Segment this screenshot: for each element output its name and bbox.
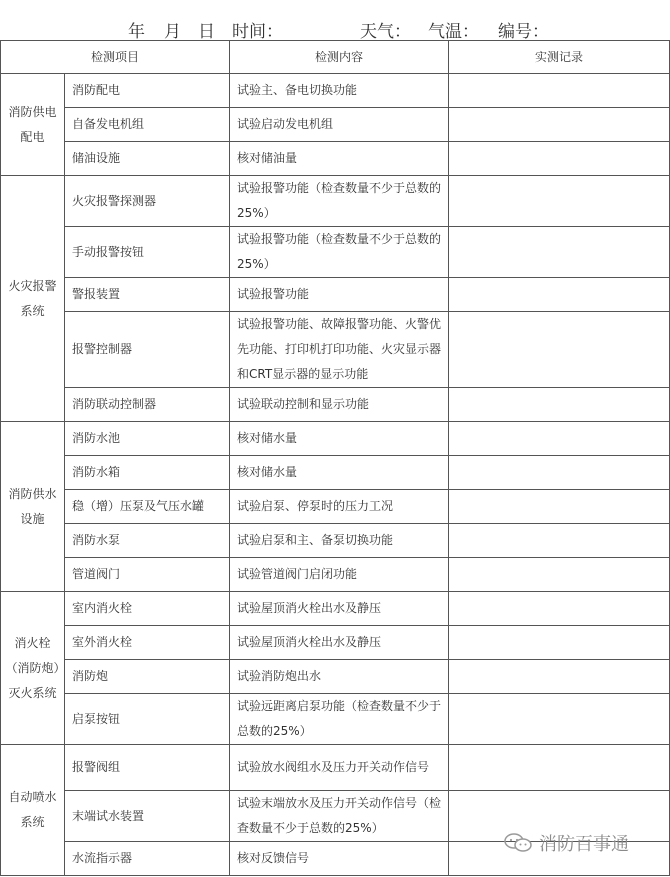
day-label: 日 bbox=[198, 22, 215, 42]
time-label: 时间： bbox=[232, 22, 283, 42]
content-cell: 试验放水阀组水及压力开关动作信号 bbox=[230, 745, 449, 791]
category-cell: 火灾报警系统 bbox=[1, 176, 65, 422]
table-header-row bbox=[1, 41, 670, 74]
temperature-label: 气温： bbox=[428, 22, 479, 42]
content-cell: 试验屋顶消火栓出水及静压 bbox=[230, 626, 449, 660]
record-cell[interactable] bbox=[449, 558, 670, 592]
record-cell[interactable] bbox=[449, 227, 670, 278]
year-label: 年 bbox=[128, 22, 145, 42]
item-cell: 自备发电机组 bbox=[65, 108, 230, 142]
table-row bbox=[1, 108, 670, 142]
record-cell[interactable] bbox=[449, 456, 670, 490]
number-label: 编号： bbox=[498, 22, 549, 42]
record-cell[interactable] bbox=[449, 74, 670, 108]
content-cell: 试验报警功能（检查数量不少于总数的25%） bbox=[230, 227, 449, 278]
table-row bbox=[1, 312, 670, 388]
item-cell: 管道阀门 bbox=[65, 558, 230, 592]
header-item: 检测项目 bbox=[1, 41, 230, 74]
record-cell[interactable] bbox=[449, 108, 670, 142]
item-cell: 室外消火栓 bbox=[65, 626, 230, 660]
item-cell: 消防水泵 bbox=[65, 524, 230, 558]
weather-label: 天气： bbox=[360, 22, 411, 42]
header-record: 实测记录 bbox=[449, 41, 670, 74]
content-cell: 核对储水量 bbox=[230, 456, 449, 490]
table-row bbox=[1, 142, 670, 176]
record-cell[interactable] bbox=[449, 592, 670, 626]
table-row bbox=[1, 660, 670, 694]
watermark-text: 消防百事通 bbox=[539, 834, 629, 855]
category-cell: 消火栓（消防炮）灭火系统 bbox=[1, 592, 65, 745]
content-cell: 核对储油量 bbox=[230, 142, 449, 176]
content-cell: 试验消防炮出水 bbox=[230, 660, 449, 694]
record-cell[interactable] bbox=[449, 626, 670, 660]
content-cell: 试验启泵和主、备泵切换功能 bbox=[230, 524, 449, 558]
month-label: 月 bbox=[164, 22, 181, 42]
item-cell: 末端试水装置 bbox=[65, 791, 230, 842]
record-cell[interactable] bbox=[449, 312, 670, 388]
item-cell: 报警控制器 bbox=[65, 312, 230, 388]
content-cell: 试验启泵、停泵时的压力工况 bbox=[230, 490, 449, 524]
table-row bbox=[1, 227, 670, 278]
content-cell: 试验报警功能 bbox=[230, 278, 449, 312]
table-row bbox=[1, 558, 670, 592]
table-row bbox=[1, 694, 670, 745]
item-cell: 水流指示器 bbox=[65, 842, 230, 876]
content-cell: 试验报警功能（检查数量不少于总数的25%） bbox=[230, 176, 449, 227]
table-row bbox=[1, 745, 670, 791]
item-cell: 室内消火栓 bbox=[65, 592, 230, 626]
category-cell: 消防供水设施 bbox=[1, 422, 65, 592]
content-cell: 核对储水量 bbox=[230, 422, 449, 456]
item-cell: 消防配电 bbox=[65, 74, 230, 108]
table-row bbox=[1, 626, 670, 660]
item-cell: 消防水池 bbox=[65, 422, 230, 456]
item-cell: 消防水箱 bbox=[65, 456, 230, 490]
record-cell[interactable] bbox=[449, 660, 670, 694]
record-cell[interactable] bbox=[449, 422, 670, 456]
table-row bbox=[1, 388, 670, 422]
table-row bbox=[1, 524, 670, 558]
content-cell: 核对反馈信号 bbox=[230, 842, 449, 876]
item-cell: 稳（增）压泵及气压水罐 bbox=[65, 490, 230, 524]
content-cell: 试验报警功能、故障报警功能、火警优先功能、打印机打印功能、火灾显示器和CRT显示器的显示功能 bbox=[230, 312, 449, 388]
item-cell: 储油设施 bbox=[65, 142, 230, 176]
item-cell: 警报装置 bbox=[65, 278, 230, 312]
record-cell[interactable] bbox=[449, 142, 670, 176]
table-row bbox=[1, 278, 670, 312]
item-cell: 消防联动控制器 bbox=[65, 388, 230, 422]
table-row bbox=[1, 490, 670, 524]
table-row bbox=[1, 74, 670, 108]
record-cell[interactable] bbox=[449, 694, 670, 745]
inspection-table bbox=[0, 40, 670, 876]
record-cell[interactable] bbox=[449, 745, 670, 791]
watermark bbox=[503, 830, 629, 856]
record-cell[interactable] bbox=[449, 176, 670, 227]
content-cell: 试验屋顶消火栓出水及静压 bbox=[230, 592, 449, 626]
table-row bbox=[1, 592, 670, 626]
form-header bbox=[0, 0, 670, 40]
content-cell: 试验管道阀门启闭功能 bbox=[230, 558, 449, 592]
content-cell: 试验启动发电机组 bbox=[230, 108, 449, 142]
item-cell: 手动报警按钮 bbox=[65, 227, 230, 278]
table-row bbox=[1, 422, 670, 456]
item-cell: 启泵按钮 bbox=[65, 694, 230, 745]
header-content: 检测内容 bbox=[230, 41, 449, 74]
item-cell: 消防炮 bbox=[65, 660, 230, 694]
item-cell: 火灾报警探测器 bbox=[65, 176, 230, 227]
table-row bbox=[1, 176, 670, 227]
category-cell: 自动喷水系统 bbox=[1, 745, 65, 876]
table-row bbox=[1, 456, 670, 490]
content-cell: 试验末端放水及压力开关动作信号（检查数量不少于总数的25%） bbox=[230, 791, 449, 842]
content-cell: 试验主、备电切换功能 bbox=[230, 74, 449, 108]
content-cell: 试验远距离启泵功能（检查数量不少于总数的25%） bbox=[230, 694, 449, 745]
record-cell[interactable] bbox=[449, 524, 670, 558]
record-cell[interactable] bbox=[449, 278, 670, 312]
record-cell[interactable] bbox=[449, 388, 670, 422]
content-cell: 试验联动控制和显示功能 bbox=[230, 388, 449, 422]
item-cell: 报警阀组 bbox=[65, 745, 230, 791]
record-cell[interactable] bbox=[449, 490, 670, 524]
wechat-icon bbox=[503, 832, 533, 854]
category-cell: 消防供电配电 bbox=[1, 74, 65, 176]
